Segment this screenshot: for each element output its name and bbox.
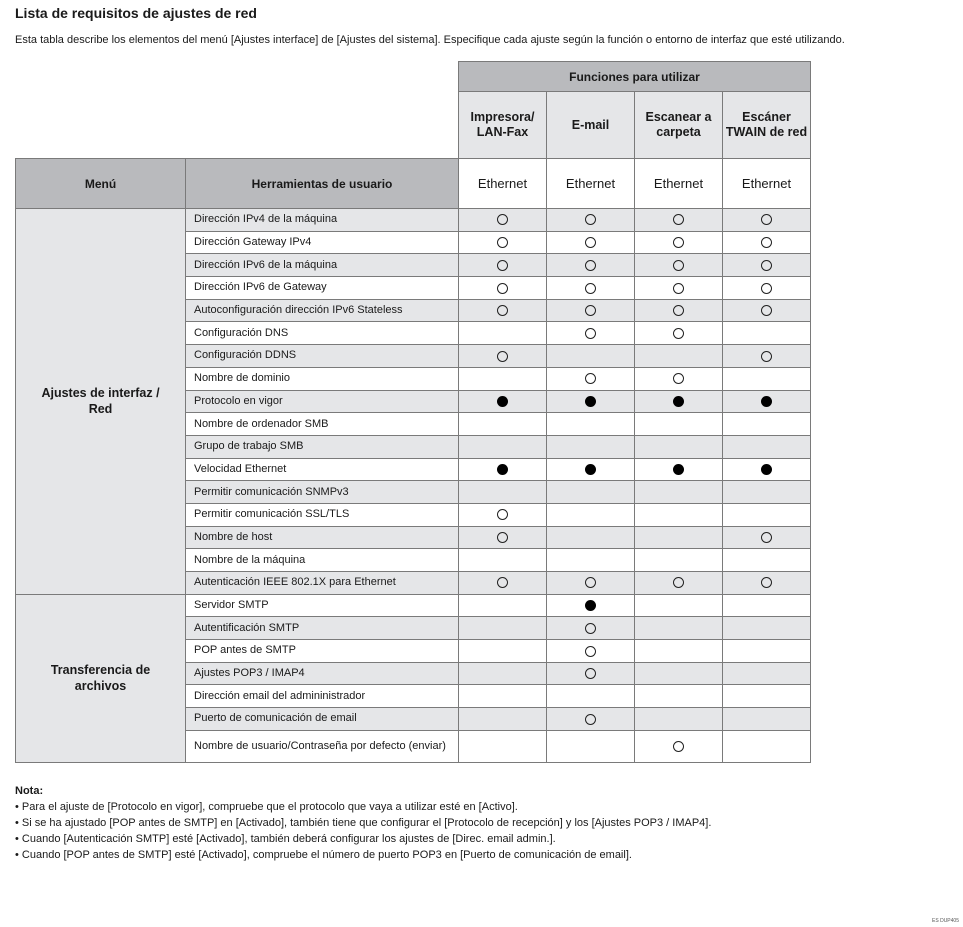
requirement-cell: [459, 640, 547, 663]
tool-item-cell: Puerto de comunicación de email: [186, 708, 459, 731]
open-circle-icon: [761, 283, 772, 294]
requirement-cell: [723, 277, 811, 300]
legend-area: [16, 62, 459, 159]
menu-header: Menú: [16, 159, 186, 209]
requirement-cell: [635, 481, 723, 504]
requirement-cell: [635, 231, 723, 254]
filled-circle-icon: [585, 396, 596, 407]
interface-cell: Ethernet: [459, 159, 547, 209]
requirement-cell: [547, 322, 635, 345]
requirement-cell: [547, 254, 635, 277]
function-column-header: Escáner TWAIN de red: [723, 92, 811, 159]
requirement-cell: [547, 435, 635, 458]
tool-item-cell: Autoconfiguración dirección IPv6 Stateless: [186, 299, 459, 322]
note-item: • Cuando [POP antes de SMTP] esté [Activado], compruebe el número de puerto POP3 en [Puerto de comunicación de email].: [15, 849, 632, 861]
open-circle-icon: [673, 741, 684, 752]
requirement-cell: [723, 503, 811, 526]
requirement-cell: [459, 413, 547, 436]
open-circle-icon: [673, 328, 684, 339]
requirement-cell: [635, 367, 723, 390]
requirement-cell: [723, 345, 811, 368]
tool-item-cell: Nombre de dominio: [186, 367, 459, 390]
requirement-cell: [635, 254, 723, 277]
requirement-cell: [635, 503, 723, 526]
requirement-cell: [547, 277, 635, 300]
requirement-cell: [547, 345, 635, 368]
requirement-cell: [547, 231, 635, 254]
open-circle-icon: [497, 305, 508, 316]
tool-item-cell: Dirección Gateway IPv4: [186, 231, 459, 254]
tool-item-cell: Nombre de ordenador SMB: [186, 413, 459, 436]
open-circle-icon: [585, 373, 596, 384]
intro-text: Esta tabla describe los elementos del menú [Ajustes interface] de [Ajustes del sistema]. Especifique cada ajuste según la función o entorno de interfaz que esté utilizando.: [15, 34, 845, 46]
open-circle-icon: [673, 373, 684, 384]
tool-item-cell: Permitir comunicación SNMPv3: [186, 481, 459, 504]
requirement-cell: [635, 458, 723, 481]
open-circle-icon: [585, 260, 596, 271]
tool-item-cell: Dirección IPv4 de la máquina: [186, 209, 459, 232]
menu-group-cell: Transferencia de archivos: [16, 594, 186, 762]
requirement-cell: [459, 481, 547, 504]
open-circle-icon: [673, 283, 684, 294]
requirement-cell: [723, 617, 811, 640]
open-circle-icon: [585, 214, 596, 225]
open-circle-icon: [761, 260, 772, 271]
tool-item-cell: Configuración DNS: [186, 322, 459, 345]
requirement-cell: [459, 322, 547, 345]
filled-circle-icon: [673, 464, 684, 475]
interface-cell: Ethernet: [547, 159, 635, 209]
interface-cell: Ethernet: [723, 159, 811, 209]
function-column-header: Impresora/ LAN-Fax: [459, 92, 547, 159]
requirement-cell: [547, 708, 635, 731]
requirement-cell: [723, 481, 811, 504]
figure-code: ES DUP405: [932, 918, 959, 924]
requirement-cell: [459, 367, 547, 390]
requirement-cell: [723, 708, 811, 731]
note-item: • Si se ha ajustado [POP antes de SMTP] en [Activado], también tiene que configurar el [Protocolo de recepción] y los [Ajustes POP3 / IMAP4].: [15, 817, 712, 829]
function-column-header: Escanear a carpeta: [635, 92, 723, 159]
table-row: [16, 209, 811, 232]
requirement-cell: [459, 503, 547, 526]
note-item: • Para el ajuste de [Protocolo en vigor], compruebe que el protocolo que vaya a utilizar esté en [Activo].: [15, 801, 518, 813]
open-circle-icon: [761, 351, 772, 362]
requirement-cell: [635, 435, 723, 458]
functions-header: Funciones para utilizar: [459, 62, 811, 92]
requirement-cell: [723, 435, 811, 458]
requirement-cell: [547, 503, 635, 526]
tool-item-cell: Dirección IPv6 de la máquina: [186, 254, 459, 277]
requirement-cell: [635, 572, 723, 595]
requirement-cell: [723, 526, 811, 549]
open-circle-icon: [673, 305, 684, 316]
requirement-cell: [459, 708, 547, 731]
note-item: • Cuando [Autenticación SMTP] esté [Activado], también deberá configurar los ajustes de [Direc. email admin.].: [15, 833, 556, 845]
requirement-cell: [459, 549, 547, 572]
filled-circle-icon: [497, 396, 508, 407]
requirement-cell: [459, 730, 547, 762]
open-circle-icon: [585, 577, 596, 588]
requirement-cell: [459, 231, 547, 254]
filled-circle-icon: [761, 396, 772, 407]
requirement-cell: [459, 254, 547, 277]
requirement-cell: [723, 549, 811, 572]
tools-header: Herramientas de usuario: [186, 159, 459, 209]
requirement-cell: [459, 458, 547, 481]
tool-item-cell: Dirección email del admininistrador: [186, 685, 459, 708]
requirement-cell: [723, 322, 811, 345]
tool-item-cell: Configuración DDNS: [186, 345, 459, 368]
open-circle-icon: [585, 623, 596, 634]
table-row: [16, 594, 811, 617]
open-circle-icon: [673, 237, 684, 248]
tool-item-cell: Ajustes POP3 / IMAP4: [186, 662, 459, 685]
requirement-cell: [635, 277, 723, 300]
open-circle-icon: [585, 668, 596, 679]
requirement-cell: [635, 594, 723, 617]
filled-circle-icon: [585, 464, 596, 475]
requirement-cell: [723, 367, 811, 390]
requirement-cell: [547, 526, 635, 549]
tool-item-cell: Autentificación SMTP: [186, 617, 459, 640]
requirement-cell: [723, 594, 811, 617]
open-circle-icon: [761, 532, 772, 543]
requirement-cell: [635, 209, 723, 232]
requirement-cell: [635, 322, 723, 345]
tool-item-cell: Autenticación IEEE 802.1X para Ethernet: [186, 572, 459, 595]
requirement-cell: [635, 526, 723, 549]
requirements-table: [15, 61, 811, 763]
open-circle-icon: [497, 532, 508, 543]
requirement-cell: [459, 662, 547, 685]
requirement-cell: [547, 390, 635, 413]
requirement-cell: [459, 685, 547, 708]
page-title: Lista de requisitos de ajustes de red: [15, 5, 257, 21]
open-circle-icon: [497, 214, 508, 225]
requirement-cell: [635, 662, 723, 685]
tool-item-cell: Servidor SMTP: [186, 594, 459, 617]
requirement-cell: [547, 209, 635, 232]
requirement-cell: [723, 458, 811, 481]
requirement-cell: [723, 254, 811, 277]
open-circle-icon: [585, 283, 596, 294]
interface-cell: Ethernet: [635, 159, 723, 209]
tool-item-cell: Nombre de host: [186, 526, 459, 549]
tool-item-cell: Permitir comunicación SSL/TLS: [186, 503, 459, 526]
requirement-cell: [723, 572, 811, 595]
filled-circle-icon: [497, 464, 508, 475]
open-circle-icon: [761, 577, 772, 588]
function-column-header: E-mail: [547, 92, 635, 159]
requirement-cell: [723, 640, 811, 663]
requirement-cell: [547, 549, 635, 572]
requirement-cell: [547, 572, 635, 595]
requirement-cell: [723, 730, 811, 762]
filled-circle-icon: [585, 600, 596, 611]
open-circle-icon: [673, 214, 684, 225]
requirement-cell: [723, 662, 811, 685]
requirement-cell: [723, 390, 811, 413]
open-circle-icon: [585, 237, 596, 248]
open-circle-icon: [585, 714, 596, 725]
requirement-cell: [547, 685, 635, 708]
notes-heading: Nota:: [15, 785, 44, 797]
open-circle-icon: [761, 305, 772, 316]
requirement-cell: [547, 662, 635, 685]
requirement-cell: [723, 231, 811, 254]
requirement-cell: [635, 299, 723, 322]
requirement-cell: [459, 617, 547, 640]
requirement-cell: [547, 367, 635, 390]
requirement-cell: [459, 277, 547, 300]
requirement-cell: [547, 617, 635, 640]
requirement-cell: [635, 685, 723, 708]
tool-item-cell: Nombre de usuario/Contraseña por defecto (enviar): [186, 730, 459, 762]
requirement-cell: [459, 594, 547, 617]
requirement-cell: [723, 685, 811, 708]
requirement-cell: [723, 413, 811, 436]
tool-item-cell: Velocidad Ethernet: [186, 458, 459, 481]
requirement-cell: [547, 640, 635, 663]
open-circle-icon: [761, 214, 772, 225]
open-circle-icon: [497, 577, 508, 588]
requirement-cell: [547, 458, 635, 481]
tool-item-cell: POP antes de SMTP: [186, 640, 459, 663]
requirement-cell: [635, 390, 723, 413]
requirement-cell: [635, 617, 723, 640]
requirement-cell: [459, 435, 547, 458]
menu-group-cell: Ajustes de interfaz / Red: [16, 209, 186, 595]
tool-item-cell: Dirección IPv6 de Gateway: [186, 277, 459, 300]
requirement-cell: [635, 640, 723, 663]
open-circle-icon: [585, 328, 596, 339]
requirement-cell: [459, 299, 547, 322]
requirement-cell: [459, 209, 547, 232]
requirement-cell: [635, 730, 723, 762]
tool-item-cell: Nombre de la máquina: [186, 549, 459, 572]
requirement-cell: [459, 526, 547, 549]
requirement-cell: [459, 345, 547, 368]
requirement-cell: [635, 549, 723, 572]
open-circle-icon: [673, 577, 684, 588]
requirement-cell: [635, 413, 723, 436]
open-circle-icon: [673, 260, 684, 271]
requirement-cell: [459, 390, 547, 413]
filled-circle-icon: [761, 464, 772, 475]
open-circle-icon: [497, 351, 508, 362]
requirement-cell: [723, 299, 811, 322]
filled-circle-icon: [673, 396, 684, 407]
open-circle-icon: [497, 237, 508, 248]
requirement-cell: [547, 481, 635, 504]
open-circle-icon: [497, 509, 508, 520]
requirement-cell: [547, 299, 635, 322]
requirement-cell: [459, 572, 547, 595]
open-circle-icon: [585, 305, 596, 316]
requirement-cell: [635, 345, 723, 368]
requirement-cell: [547, 730, 635, 762]
tool-item-cell: Protocolo en vigor: [186, 390, 459, 413]
notes: [15, 783, 711, 863]
requirement-cell: [547, 594, 635, 617]
open-circle-icon: [585, 646, 596, 657]
requirement-cell: [547, 413, 635, 436]
open-circle-icon: [761, 237, 772, 248]
tool-item-cell: Grupo de trabajo SMB: [186, 435, 459, 458]
open-circle-icon: [497, 283, 508, 294]
requirement-cell: [635, 708, 723, 731]
requirement-cell: [723, 209, 811, 232]
open-circle-icon: [497, 260, 508, 271]
